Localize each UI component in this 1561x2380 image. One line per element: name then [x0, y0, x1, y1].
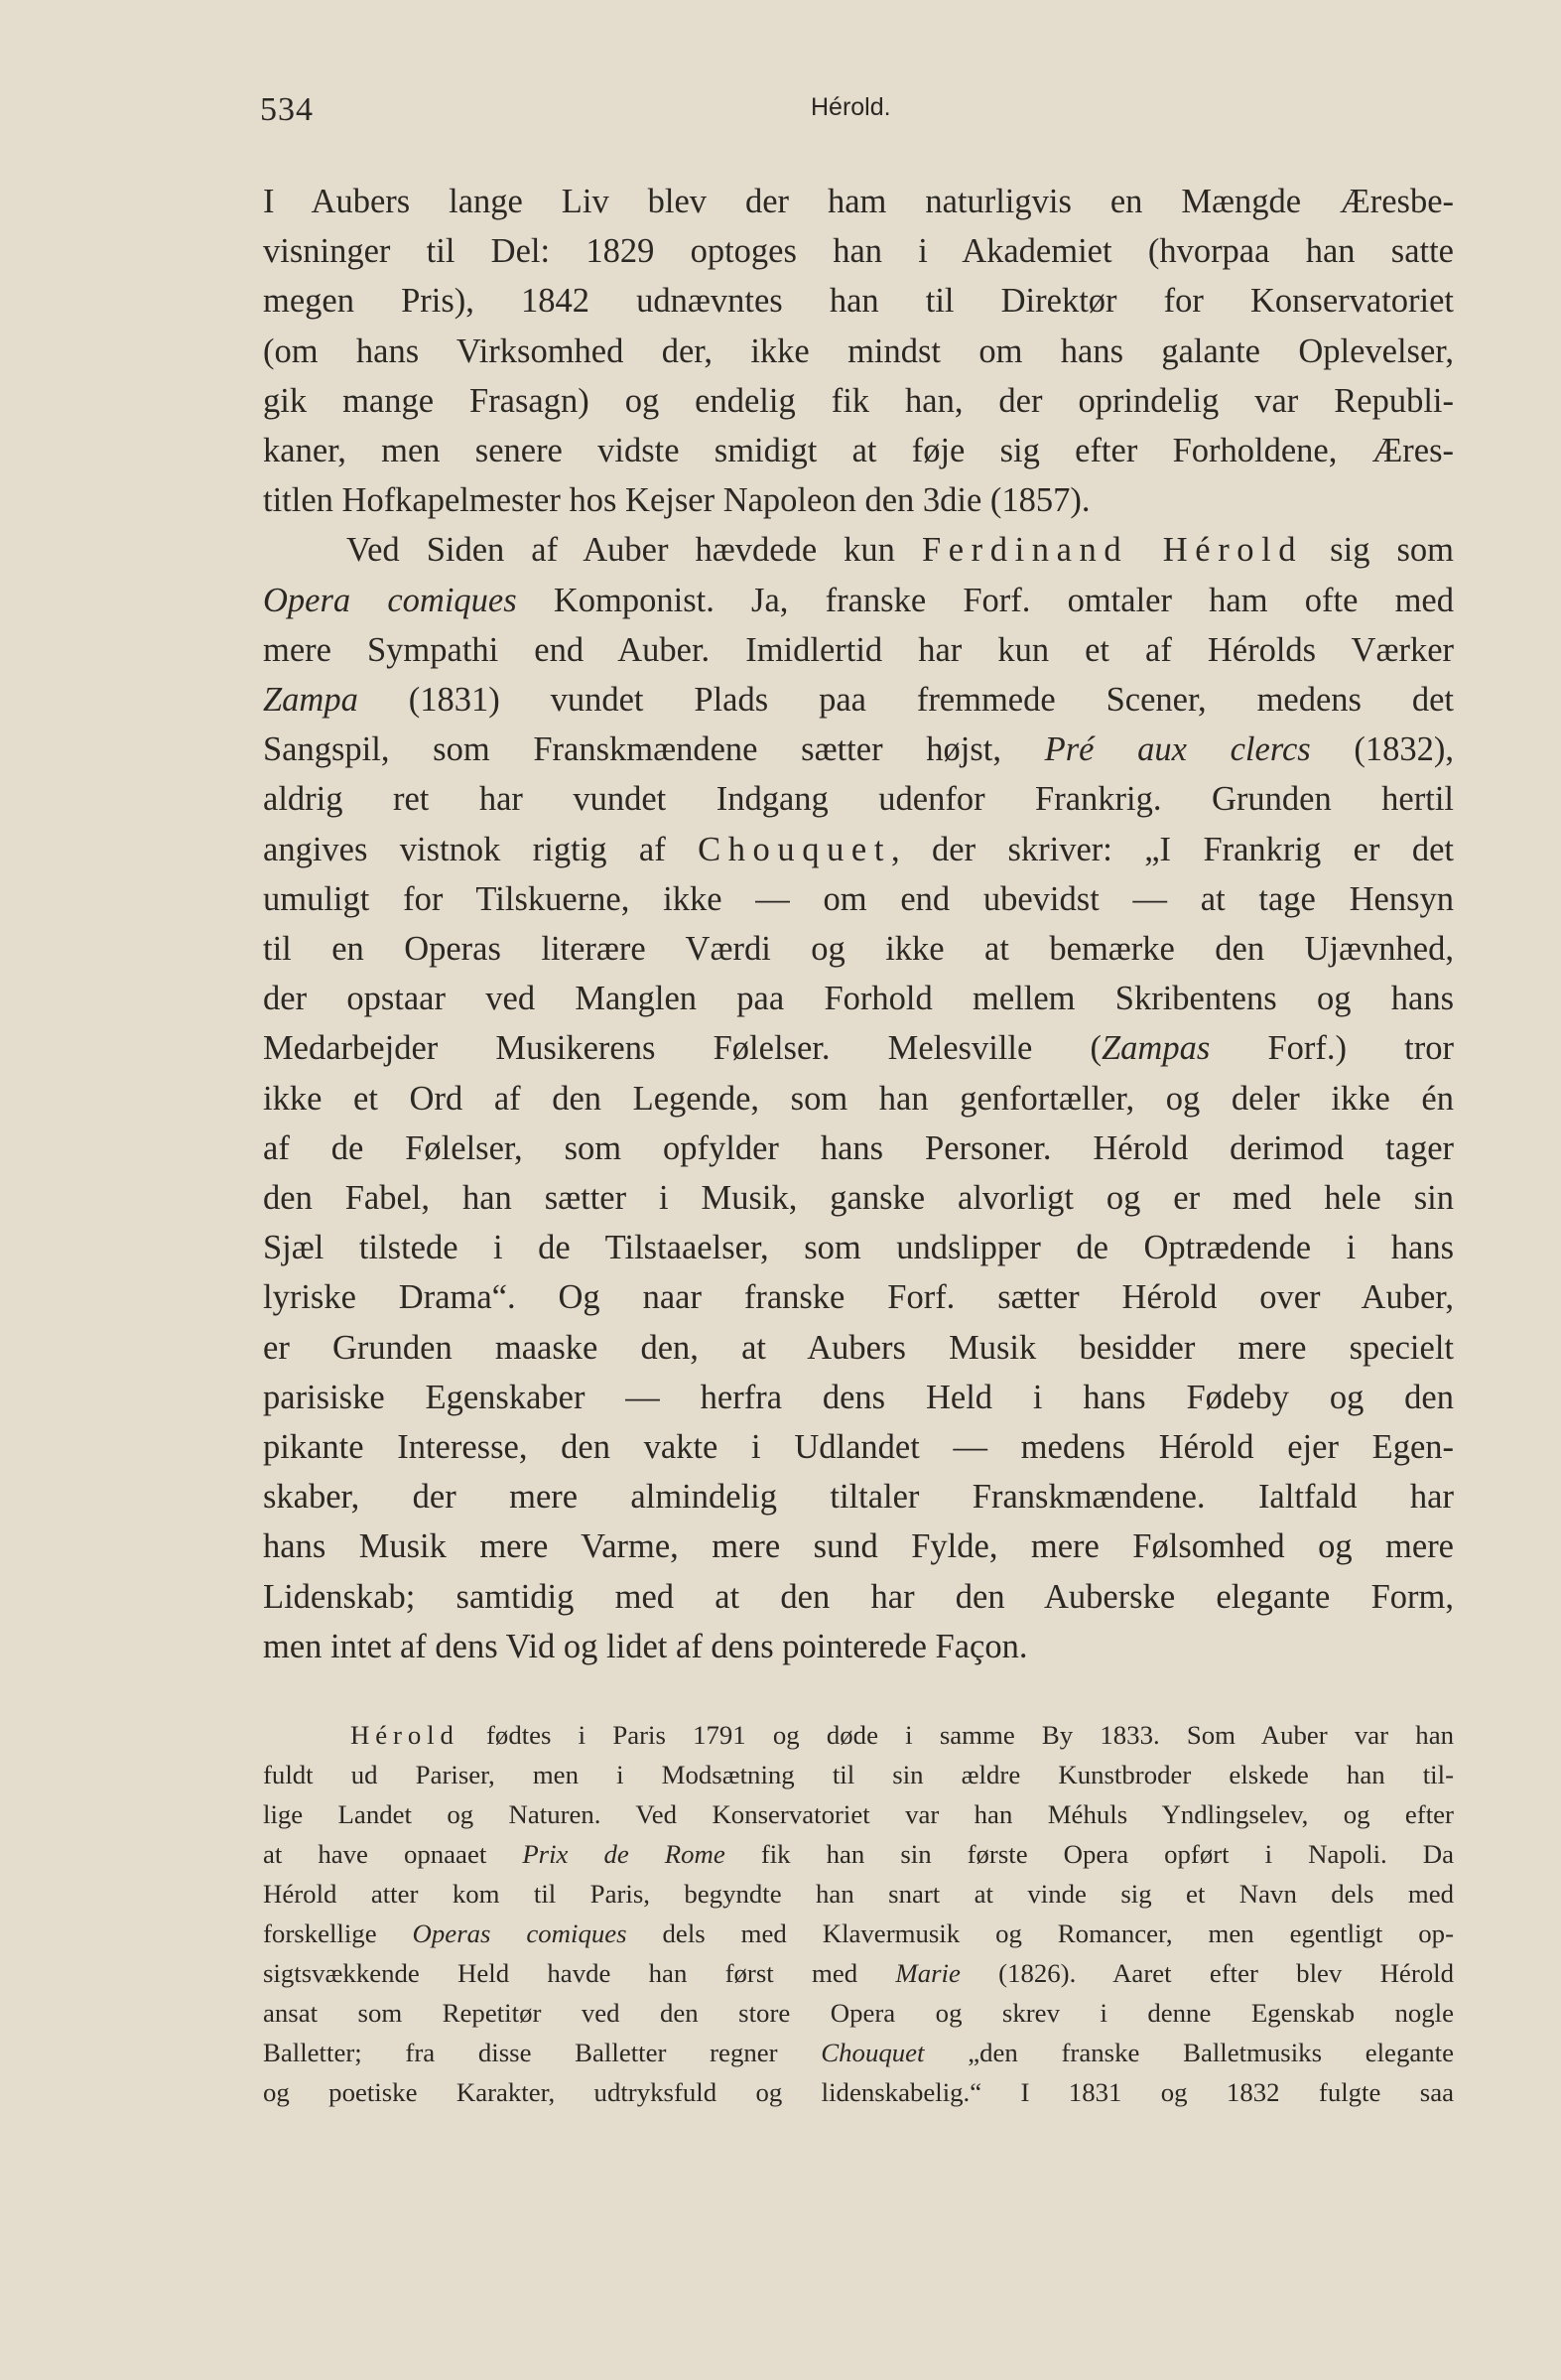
footnote-segment: fuldt ud Pariser, men i Modsætning til sin ældre Kunstbroder elskede han til-	[263, 1760, 1454, 1789]
body-segment: , der skriver: „I Frankrig er det	[891, 830, 1454, 868]
body-segment: (1831) vundet Plads paa fremmede Scener, medens det	[357, 681, 1454, 720]
main-body-text	[263, 177, 1454, 1671]
body-line	[263, 1323, 1454, 1373]
footnote-segment: og poetiske Karakter, udtryksfuld og lidenskabelig.“ I 1831 og 1832 fulgte saa	[263, 2077, 1454, 2107]
running-title: Hérold.	[811, 93, 891, 121]
body-segment: Ved Siden af Auber hævdede kun	[346, 531, 922, 570]
footnote-segment: Balletter; fra disse Balletter regner	[263, 2038, 822, 2067]
body-line	[263, 576, 1454, 625]
body-line	[263, 1223, 1454, 1272]
footnote-line	[263, 1993, 1454, 2033]
body-segment: Zampas	[1101, 1029, 1211, 1068]
body-segment: Sangspil, som Franskmændene sætter højst,	[263, 730, 1045, 769]
body-segment: gik mange Frasagn) og endelig fik han, der oprindelig var Republi-	[263, 381, 1454, 420]
page-header	[260, 91, 1461, 131]
body-line	[263, 625, 1454, 675]
body-segment: Lidenskab; samtidig med at den har den Auberske elegante Form,	[263, 1577, 1454, 1616]
body-line	[263, 177, 1454, 226]
body-line	[263, 1124, 1454, 1173]
footnote-line	[263, 1715, 1454, 1755]
footnote-line	[263, 2033, 1454, 2072]
body-segment: skaber, der mere almindelig tiltaler Franskmændene. Ialtfald har	[263, 1478, 1454, 1517]
body-segment: Sjæl tilstede i de Tilstaaelser, som undslipper de Optrædende i hans	[263, 1229, 1454, 1267]
body-line	[263, 675, 1454, 725]
footnote-segment: at have opnaaet	[263, 1839, 523, 1869]
footnote-segment: Chouquet	[821, 2038, 925, 2067]
body-segment: Pré aux clercs	[1044, 730, 1311, 769]
footnote-line	[263, 1794, 1454, 1834]
footnote-line	[263, 1874, 1454, 1914]
body-segment: (1832),	[1310, 730, 1454, 769]
body-segment: den Fabel, han sætter i Musik, ganske alvorligt og er med hele sin	[263, 1179, 1454, 1218]
body-line	[263, 725, 1454, 774]
body-line	[263, 1572, 1454, 1622]
body-line	[263, 276, 1454, 326]
body-line	[263, 1373, 1454, 1422]
footnote-segment: lige Landet og Naturen. Ved Konservatoriet var han Méhuls Yndlingselev, og efter	[263, 1799, 1454, 1829]
body-segment: Forf.) tror	[1210, 1029, 1454, 1068]
body-line	[263, 974, 1454, 1023]
footnote-segment: dels med Klavermusik og Romancer, men egentligt op-	[626, 1918, 1454, 1948]
footnote-segment: „den franske Balletmusiks elegante	[924, 2038, 1454, 2067]
body-segment: Opera comiques	[263, 581, 517, 619]
footnote-line	[263, 1953, 1454, 1993]
footnote-line	[263, 1914, 1454, 1953]
body-segment: der opstaar ved Manglen paa Forhold mellem Skribentens og hans	[263, 980, 1454, 1018]
body-segment: (om hans Virksomhed der, ikke mindst om hans galante Oplevelser,	[263, 331, 1454, 370]
body-segment: pikante Interesse, den vakte i Udlandet — medens Hérold ejer Egen-	[263, 1428, 1454, 1467]
body-line	[263, 1272, 1454, 1322]
footnote-segment: Operas comiques	[412, 1918, 627, 1948]
body-segment: Zampa	[263, 681, 358, 720]
body-segment: kaner, men senere vidste smidigt at føje sig efter Forholdene, Æres-	[263, 432, 1454, 470]
body-line	[263, 924, 1454, 974]
body-segment: til en Operas literære Værdi og ikke at bemærke den Ujævnhed,	[263, 930, 1454, 969]
body-segment: lyriske Drama“. Og naar franske Forf. sætter Hérold over Auber,	[263, 1278, 1454, 1317]
body-segment: ikke et Ord af den Legende, som han genfortæller, og deler ikke én	[263, 1079, 1454, 1118]
body-segment: titlen Hofkapelmester hos Kejser Napoleon den 3die (1857).	[263, 481, 1091, 520]
body-line	[263, 774, 1454, 824]
footnote-segment: Hérold atter kom til Paris, begyndte han snart at vinde sig et Navn dels med	[263, 1879, 1454, 1909]
body-segment: Chouquet	[698, 830, 891, 868]
body-segment: aldrig ret har vundet Indgang udenfor Frankrig. Grunden hertil	[263, 780, 1454, 819]
body-line	[263, 1023, 1454, 1073]
footnote-segment: fødtes i Paris 1791 og døde i samme By 1833. Som Auber var han	[458, 1720, 1454, 1750]
footnote-segment: forskellige	[263, 1918, 413, 1948]
body-segment: hans Musik mere Varme, mere sund Fylde, mere Følsomhed og mere	[263, 1527, 1454, 1566]
footnote-segment: (1826). Aaret efter blev Hérold	[960, 1958, 1454, 1988]
page-number: 534	[260, 91, 314, 128]
body-segment: angives vistnok rigtig af	[263, 830, 699, 868]
footnote-segment: Hérold	[350, 1720, 459, 1750]
footnote-segment: ansat som Repetitør ved den store Opera og skrev i denne Egenskab nogle	[263, 1998, 1454, 2028]
body-line	[263, 1074, 1454, 1124]
body-segment: parisiske Egenskaber — herfra dens Held i hans Fødeby og den	[263, 1378, 1454, 1416]
footnote-line	[263, 1755, 1454, 1794]
body-segment: af de Følelser, som opfylder hans Personer. Hérold derimod tager	[263, 1128, 1454, 1167]
body-line	[263, 327, 1454, 376]
footnote-line	[263, 2072, 1454, 2112]
body-line	[263, 1622, 1454, 1671]
body-line	[263, 376, 1454, 426]
body-segment: Komponist. Ja, franske Forf. omtaler ham ofte med	[516, 581, 1454, 619]
footnote-line	[263, 1834, 1454, 1874]
footnote-segment: fik han sin første Opera opført i Napoli. Da	[724, 1839, 1454, 1869]
body-line	[263, 1472, 1454, 1521]
body-segment: Ferdinand Hérold	[921, 531, 1304, 570]
body-line	[263, 226, 1454, 276]
body-line	[263, 1422, 1454, 1472]
body-line	[263, 874, 1454, 924]
body-segment: megen Pris), 1842 udnævntes han til Direktør for Konservatoriet	[263, 282, 1454, 321]
body-segment: I Aubers lange Liv blev der ham naturligvis en Mængde Æresbe-	[263, 183, 1454, 220]
body-line	[263, 1521, 1454, 1571]
footnote-text	[263, 1715, 1454, 2112]
body-line	[263, 426, 1454, 475]
body-line	[263, 525, 1454, 575]
body-line	[263, 825, 1454, 874]
body-line	[263, 1173, 1454, 1223]
body-segment: umuligt for Tilskuerne, ikke — om end ubevidst — at tage Hensyn	[263, 879, 1454, 918]
footnote-segment: Marie	[895, 1958, 961, 1988]
body-line	[263, 475, 1454, 525]
body-segment: men intet af dens Vid og lidet af dens pointerede Façon.	[263, 1627, 1028, 1665]
footnote-segment: sigtsvækkende Held havde han først med	[263, 1958, 896, 1988]
body-segment: Medarbejder Musikerens Følelser. Melesville (	[263, 1029, 1102, 1068]
body-segment: er Grunden maaske den, at Aubers Musik besidder mere specielt	[263, 1328, 1454, 1367]
body-segment: visninger til Del: 1829 optoges han i Akademiet (hvorpaa han satte	[263, 232, 1454, 271]
body-segment: mere Sympathi end Auber. Imidlertid har kun et af Hérolds Værker	[263, 630, 1454, 669]
body-segment: sig som	[1303, 531, 1454, 570]
footnote-segment: Prix de Rome	[522, 1839, 725, 1869]
